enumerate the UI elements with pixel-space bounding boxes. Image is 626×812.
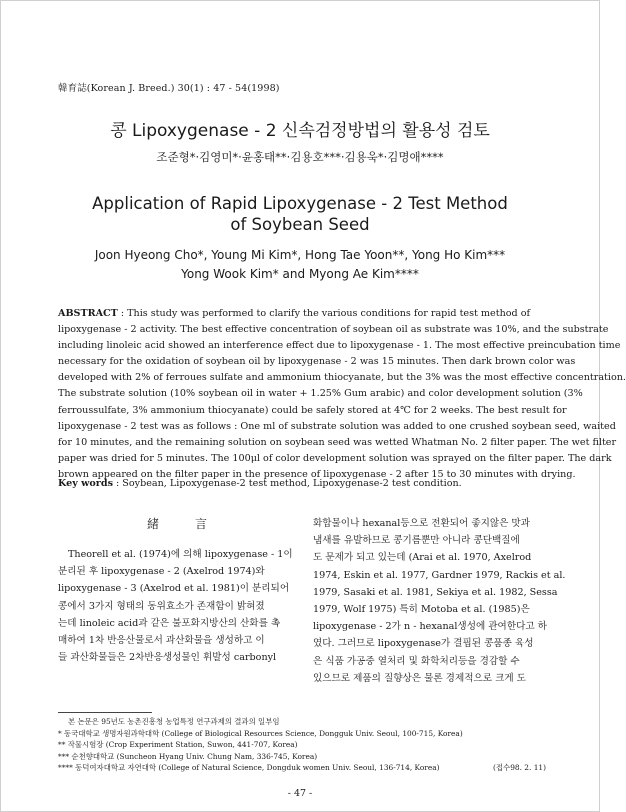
- keywords-text: : Soybean, Lipoxygenase-2 test method, Lipoxygenase-2 test condition.: [112, 478, 462, 489]
- korean-title: 콩 Lipoxygenase - 2 신속검정방법의 활용성 검토: [110, 121, 490, 141]
- body-line: 1979, Wolf 1975) 특히 Motoba et al. (1985)은: [313, 604, 530, 616]
- section-heading: 緒言: [146, 517, 243, 531]
- left-column: [58, 515, 296, 666]
- footnote: **** 동덕여자대학교 자연대학 (College of Natural Science, Dongduk women Univ. Seoul, 136-714, Korea): [58, 763, 440, 773]
- english-authors-line: Joon Hyeong Cho*, Young Mi Kim*, Hong Tae Yoon**, Yong Ho Kim***: [94, 248, 506, 262]
- abstract-line: paper was dried for 5 minutes. The 100μl of color development solution was sprayed on the filter paper. The dark: [58, 452, 612, 464]
- body-line: 분리된 후 lipoxygenase - 2 (Axelrod 1974)와: [58, 566, 265, 578]
- abstract-line: including linoleic acid showed an interference effect due to lipoxygenase - 1. The most effective preincubation time: [58, 340, 621, 352]
- right-column: [313, 515, 566, 687]
- body-line: 있으므로 제품의 질향상은 물론 경제적으로 크게 도: [313, 672, 526, 684]
- footnote-row: [58, 762, 546, 774]
- abstract-line: developed with 2% of ferroues sulfate and ammonium thiocyanate, but the 3% was the most effective concentration.: [58, 372, 626, 384]
- body-line: 냄새를 유발하므로 콩기름뿐만 아니라 콩단백질에: [313, 535, 520, 547]
- journal-reference: 韓育誌(Korean J. Breed.) 30(1) : 47 - 54(1998): [58, 83, 280, 94]
- body-line: lipoxygenase - 2가 n - hexanal생성에 관여한다고 하: [313, 621, 547, 633]
- abstract-label: ABSTRACT: [58, 308, 118, 319]
- keywords: [58, 478, 541, 489]
- body-line: 화합물이나 hexanal등으로 전환되어 좋지않은 맛과: [313, 518, 530, 529]
- body-line: lipoxygenase - 3 (Axelrod et al. 1981)이 분리되어: [58, 583, 290, 595]
- body-line: 도 문제가 되고 있는데 (Arai et al. 1970, Axelrod: [313, 552, 532, 564]
- abstract-line: necessary for the oxidation of soybean oil by lipoxygenase - 2 was 15 minutes. Then dark brown color was: [58, 356, 576, 368]
- body-line: 들 과산화물들은 2차반응생성물인 휘발성 carbonyl: [58, 652, 277, 664]
- body-line: 은 식품 가공중 열처리 및 화학처리등을 경감할 수: [313, 655, 520, 667]
- footnote: *** 순천향대학교 (Suncheon Hyang Univ. Chung Nam, 336-745, Korea): [58, 751, 318, 761]
- english-authors: [0, 246, 600, 284]
- abstract-line: lipoxygenase - 2 activity. The best effective concentration of soybean oil as substrate was 10%, and the substrate: [58, 324, 609, 336]
- body-line: 1974, Eskin et al. 1977, Gardner 1979, Rackis et al.: [313, 569, 566, 581]
- footnote-divider: [58, 712, 152, 713]
- english-authors-line: Yong Wook Kim* and Myong Ae Kim****: [181, 267, 419, 281]
- english-title: [0, 193, 600, 235]
- abstract-line: ferroussulfate, 3% ammonium thiocyanate) could be safely stored at 4℃ for 2 weeks. The best result for: [58, 404, 567, 416]
- footnote: 본 논문은 95년도 농촌진흥청 농업특정 연구과제의 결과의 일부임: [68, 717, 280, 726]
- english-title-line: of Soybean Seed: [230, 215, 370, 234]
- abstract: [58, 306, 626, 483]
- korean-authors: 조준형*·김영미*·윤홍태**·김용호***·김용욱*·김명애****: [156, 150, 444, 164]
- english-title-line: Application of Rapid Lipoxygenase - 2 Test Method: [92, 194, 508, 213]
- body-line: 콩에서 3가지 형태의 동위효소가 존재함이 밝혀졌: [58, 600, 265, 612]
- abstract-line: The substrate solution (10% soybean oil in water + 1.25% Gum arabic) and color development solution (3%: [58, 388, 583, 400]
- abstract-line: [58, 306, 541, 322]
- body-line: 1979, Sasaki et al. 1981, Sekiya et al. 1982, Sessa: [313, 586, 558, 598]
- abstract-text: : This study was performed to clarify the various conditions for rapid test method of: [117, 308, 531, 319]
- received-date: (접수98. 2. 11): [493, 763, 546, 773]
- body-line: 매하여 1차 반응산물로서 과산화물을 생성하고 이: [58, 635, 265, 647]
- footnotes: [58, 716, 546, 774]
- footnote: * 동국대학교 생명자원과학대학 (College of Biological Resources Science, Dongguk Univ. Seoul, 100-715, Korea): [58, 728, 463, 738]
- page-number: - 47 -: [287, 788, 313, 799]
- body-line: 는데 linoleic acid과 같은 불포화지방산의 산화를 촉: [58, 617, 281, 629]
- keywords-label: Key words: [58, 478, 113, 489]
- abstract-line: lipoxygenase - 2 test was as follows : One ml of substrate solution was added to one crushed soybean seed, waited: [58, 420, 616, 432]
- abstract-line: brown appeared on the filter paper in the presence of lipoxygenase - 2 after 15 to 30 minutes with drying.: [58, 468, 576, 480]
- left-column-body: [58, 546, 296, 666]
- abstract-line: for 10 minutes, and the remaining solution on soybean seed was wetted Whatman No. 2 filter paper. The wet filter: [58, 436, 617, 448]
- body-line: 였다. 그러므로 lipoxygenase가 결핍된 콩품종 육성: [313, 638, 534, 650]
- body-line: Theorell et al. (1974)에 의해 lipoxygenase - 1이: [68, 549, 293, 560]
- footnote: ** 작물시험장 (Crop Experiment Station, Suwon, 441-707, Korea): [58, 740, 298, 750]
